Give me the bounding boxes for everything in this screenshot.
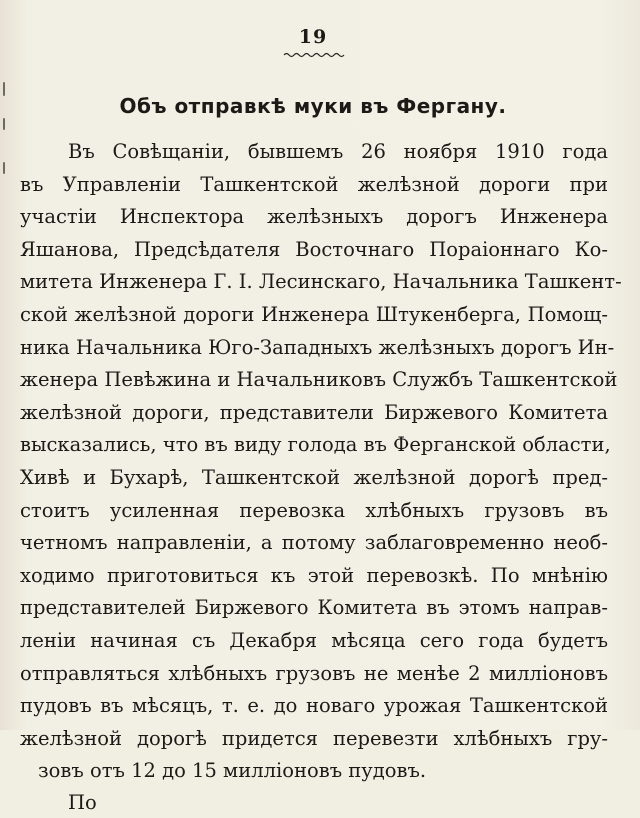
- body-text: [20, 136, 622, 814]
- page-number-ornament: [284, 52, 344, 58]
- text-line: Яшанова, Предсѣдателя Восточнаго Пораіоннаго Ко-: [20, 237, 608, 261]
- text-line: пудовъ въ мѣсяцъ, т. е. до новаго урожая Ташкентской: [20, 694, 608, 718]
- text-line: желѣзной дороги, представители Биржевого Комитета: [20, 400, 608, 424]
- margin-mark: [3, 162, 5, 174]
- text-line: ника Начальника Юго-Западныхъ желѣзныхъ дорогъ Ин-: [20, 335, 615, 359]
- text-line: четномъ направленіи, а потому заблаговременно необ-: [20, 531, 608, 555]
- text-line: женера Певѣжина и Начальниковъ Службъ Ташкентской: [20, 368, 618, 392]
- text-line: участіи Инспектора желѣзныхъ дорогъ Инженера: [20, 205, 608, 229]
- text-line: стоитъ усиленная перевозка хлѣбныхъ грузовъ въ: [20, 498, 608, 522]
- text-line: митета Инженера Г. І. Лесинскаго, Начальника Ташкент-: [20, 270, 622, 294]
- section-heading: Объ отправкѣ муки въ Фергану.: [119, 94, 507, 118]
- margin-mark: [3, 118, 5, 130]
- text-line: желѣзной дорогѣ придется перевезти хлѣбныхъ гру-: [20, 726, 608, 750]
- text-line-cropped: По: [68, 790, 97, 814]
- page-number: 19: [298, 26, 328, 48]
- text-line: представителей Биржевого Комитета въ этомъ направ-: [20, 596, 608, 620]
- text-line: высказались, что въ виду голода въ Ферганской области,: [20, 433, 611, 457]
- text-line: зовъ отъ 12 до 15 милліоновъ пудовъ.: [38, 759, 427, 783]
- text-line: отправляться хлѣбныхъ грузовъ не менѣе 2 милліоновъ: [20, 661, 608, 685]
- text-line: ходимо приготовиться къ этой перевозкѣ. По мнѣнію: [20, 563, 608, 587]
- text-line: Хивѣ и Бухарѣ, Ташкентской желѣзной дорогѣ пред-: [20, 465, 608, 489]
- text-line: Въ Совѣщаніи, бывшемъ 26 ноября 1910 года: [68, 140, 608, 163]
- text-line: въ Управленіи Ташкентской желѣзной дороги при: [20, 172, 608, 196]
- text-line: леніи начиная съ Декабря мѣсяца сего года будетъ: [20, 628, 608, 652]
- text-line: ской желѣзной дороги Инженера Штукенберга, Помощ-: [20, 302, 608, 326]
